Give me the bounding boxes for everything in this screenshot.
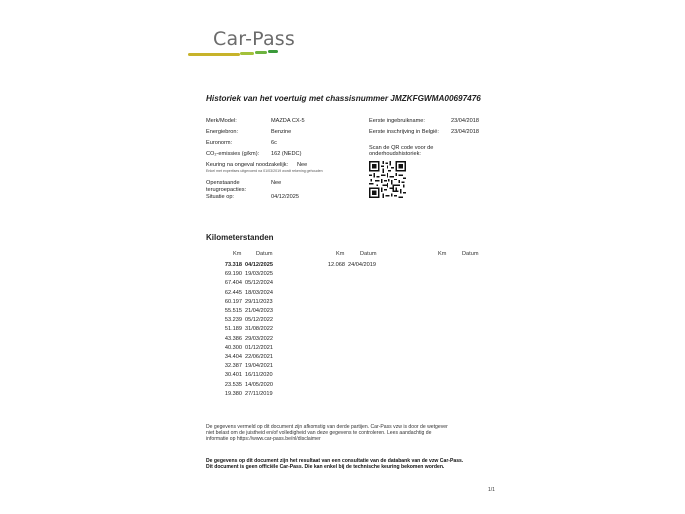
km-value: 40.300 bbox=[224, 344, 242, 351]
openstaande-value: Nee bbox=[271, 180, 282, 186]
km-value: 60.197 bbox=[224, 298, 242, 305]
date-value: 05/12/2024 bbox=[245, 280, 273, 287]
co2-value: 162 (NEDC) bbox=[271, 151, 302, 157]
date-value: 19/03/2025 bbox=[245, 271, 273, 278]
disclaimer-line: niet belast om de juistheid en/of volledigheid van deze gegevens te controleren. Lees aandachtig de bbox=[206, 430, 432, 437]
date-value: 05/12/2022 bbox=[245, 317, 273, 324]
keuring-value: Nee bbox=[297, 162, 308, 168]
disclaimer-line: De gegevens vermeld op dit document zijn afkomstig van derde partijen. Car-Pass vzw is door de wetgever bbox=[206, 424, 448, 430]
merk-label: Merk/Model: bbox=[206, 118, 237, 124]
eerste-inschrijving-label: Eerste inschrijving in België: bbox=[369, 129, 439, 135]
disclaimer-line: informatie op https://www.car-pass.be/nl/disclaimer bbox=[206, 436, 321, 443]
km-value: 12.068 bbox=[327, 262, 345, 268]
date-value: 16/11/2020 bbox=[245, 372, 273, 379]
date-value: 19/04/2021 bbox=[245, 363, 273, 370]
mileage-heading: Kilometerstanden bbox=[206, 233, 274, 242]
eerste-ingebruikname-value: 23/04/2018 bbox=[451, 118, 479, 124]
col3-km-header: Km bbox=[438, 251, 447, 257]
euronorm-label: Euronorm: bbox=[206, 140, 233, 146]
km-value: 51.189 bbox=[224, 326, 242, 333]
qr-label-1: Scan de QR code voor de bbox=[369, 145, 434, 151]
km-value: 32.387 bbox=[224, 363, 242, 370]
document-title: Historiek van het voertuig met chassisnummer JMZKFGWMA00697476 bbox=[206, 94, 481, 103]
date-value: 29/11/2023 bbox=[245, 298, 273, 305]
date-value: 31/08/2022 bbox=[245, 326, 273, 333]
disclaimer-text bbox=[206, 424, 506, 443]
date-value: 29/03/2022 bbox=[245, 335, 273, 342]
qr-code[interactable] bbox=[369, 161, 406, 198]
km-value: 23.535 bbox=[224, 381, 242, 388]
km-value: 55.515 bbox=[224, 308, 242, 314]
official-notice bbox=[206, 458, 506, 470]
energie-label: Energiebron: bbox=[206, 129, 239, 135]
km-value: 62.445 bbox=[224, 289, 242, 296]
eerste-inschrijving-value: 23/04/2018 bbox=[451, 129, 479, 135]
km-value: 43.386 bbox=[224, 335, 242, 342]
date-value: 24/04/2019 bbox=[348, 262, 376, 268]
euronorm-value: 6c bbox=[271, 140, 277, 146]
openstaande-label-1: Openstaande bbox=[206, 180, 240, 186]
col2-datum-header: Datum bbox=[360, 251, 377, 257]
date-value: 18/03/2024 bbox=[245, 289, 273, 296]
notice-line: De gegevens op dit document zijn het resultaat van een consultatie van de databank van de vzw Car-Pass. bbox=[206, 458, 464, 464]
energie-value: Benzine bbox=[271, 129, 292, 135]
col2-km-header: Km bbox=[336, 251, 345, 257]
km-value: 73.318 bbox=[224, 262, 242, 268]
col1-datum-header: Datum bbox=[256, 251, 273, 257]
date-value: 27/11/2019 bbox=[245, 390, 273, 397]
eerste-ingebruikname-label: Eerste ingebruikname: bbox=[369, 118, 425, 124]
date-value: 01/12/2021 bbox=[245, 344, 273, 351]
keuring-label: Keuring na ongeval noodzakelijk: bbox=[206, 162, 289, 168]
col3-datum-header: Datum bbox=[462, 251, 479, 257]
situatie-label: Situatie op: bbox=[206, 194, 234, 200]
car-pass-logo-text: Car-Pass bbox=[213, 28, 296, 50]
date-value: 21/04/2023 bbox=[245, 308, 273, 314]
col1-km-header: Km bbox=[233, 251, 242, 257]
km-value: 34.404 bbox=[224, 354, 242, 360]
merk-value: MAZDA CX-5 bbox=[271, 118, 305, 124]
openstaande-label-2: terugroepacties: bbox=[206, 187, 247, 193]
co2-label: CO₂-emissies (g/km): bbox=[206, 151, 260, 157]
qr-label-2: onderhoudshistoriek: bbox=[369, 151, 421, 157]
km-value: 67.404 bbox=[224, 280, 242, 287]
keuring-note: Enkel met expertises uitgevoerd na 01/03/2019 wordt rekening gehouden bbox=[206, 169, 323, 173]
date-value: 14/05/2020 bbox=[245, 381, 273, 388]
situatie-value: 04/12/2025 bbox=[271, 194, 299, 200]
notice-line: Dit document is geen officiële Car-Pass. Die kan enkel bij de technische keuring bekomen worden. bbox=[206, 464, 445, 471]
date-value: 04/12/2025 bbox=[245, 262, 273, 268]
page-number: 1/1 bbox=[488, 487, 495, 493]
km-value: 30.401 bbox=[224, 372, 242, 379]
km-value: 53.239 bbox=[224, 317, 242, 324]
date-value: 22/06/2021 bbox=[245, 354, 273, 360]
km-value: 69.190 bbox=[224, 271, 242, 278]
km-value: 19.380 bbox=[224, 390, 242, 397]
